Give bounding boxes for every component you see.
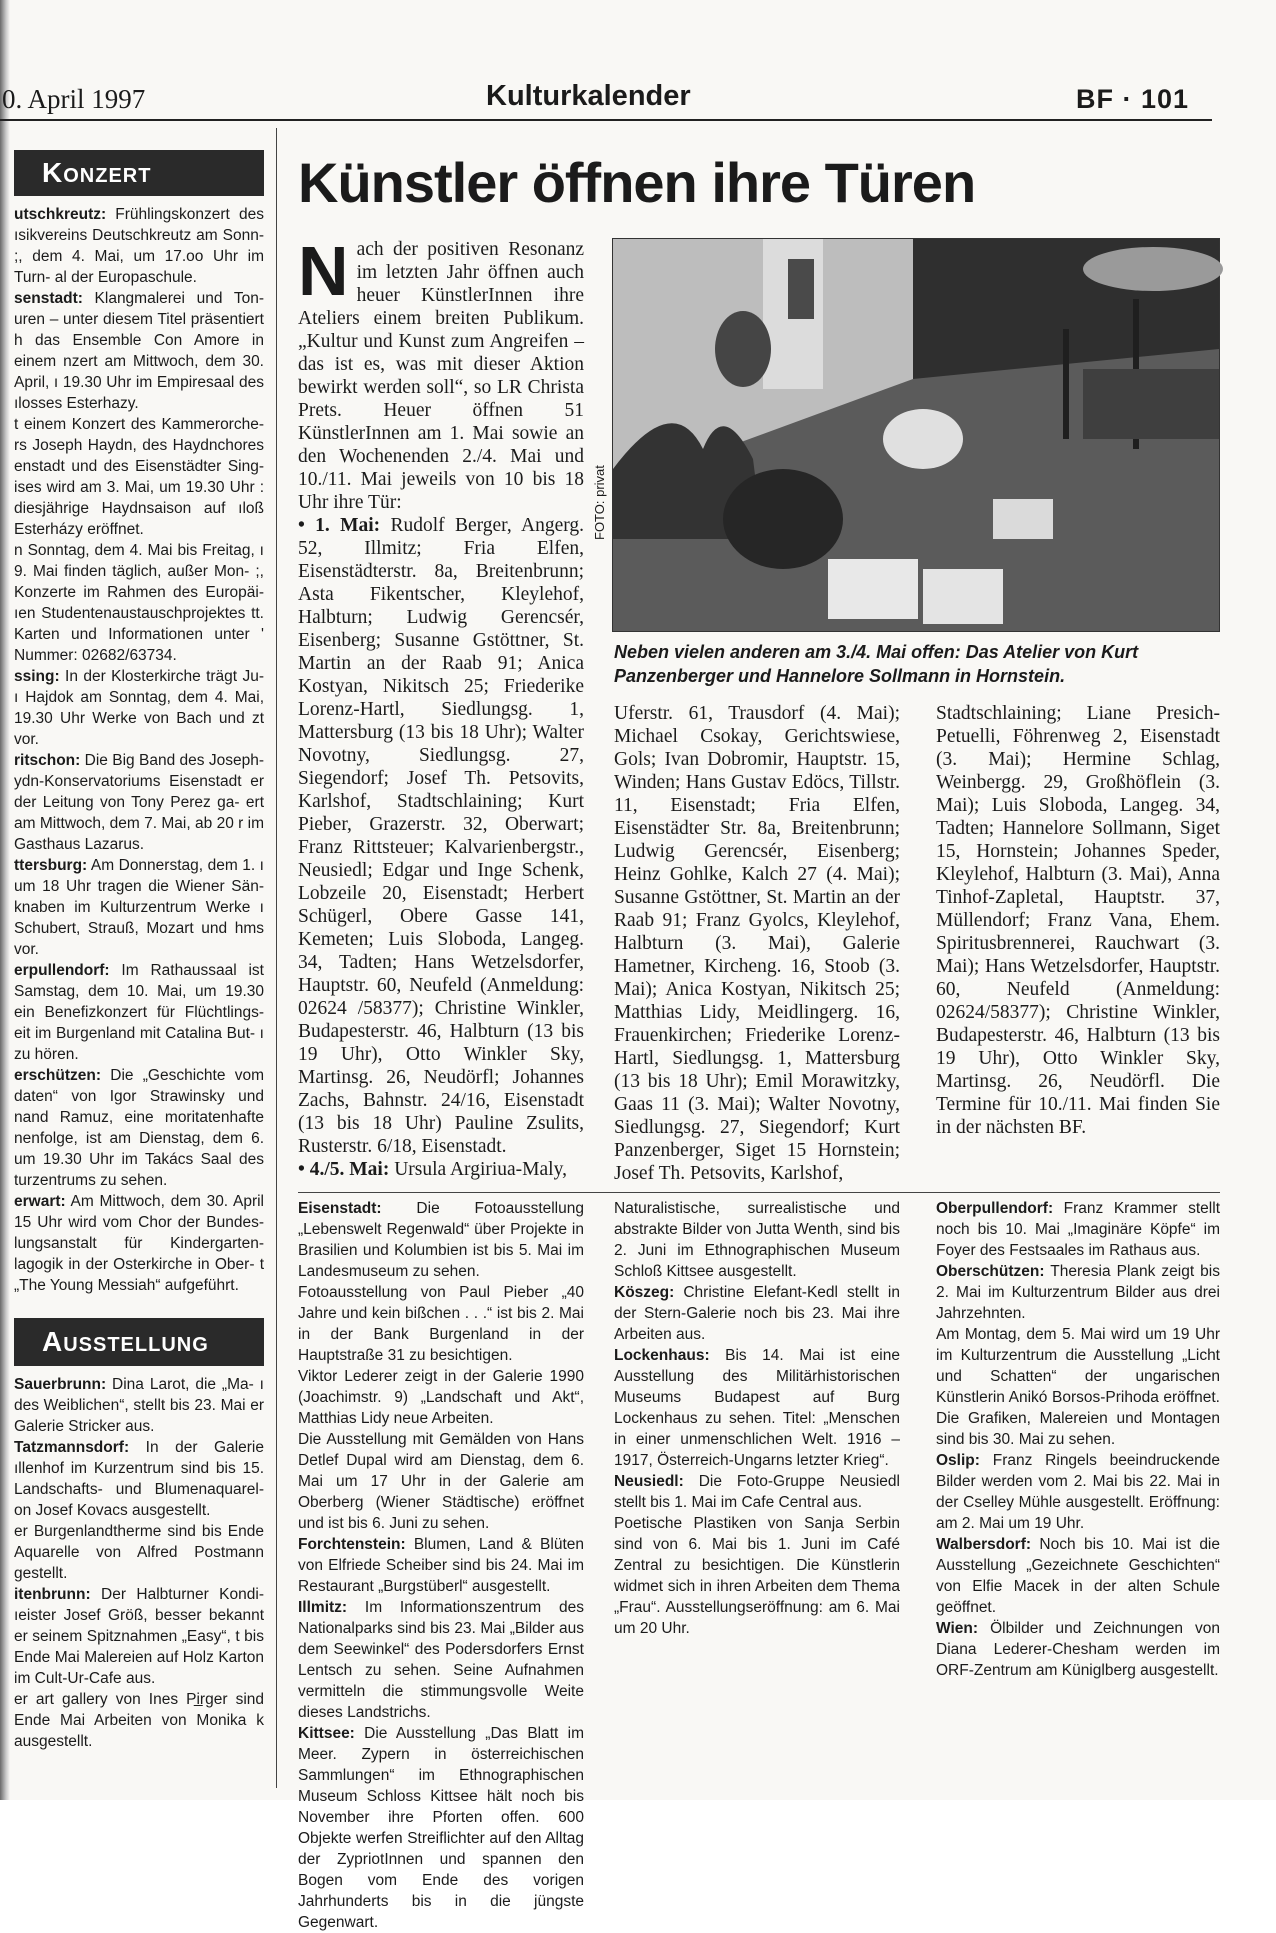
listings-column-2 [614, 1198, 900, 1764]
page-number: BF · 101 [1076, 84, 1190, 114]
listing-entry [14, 540, 264, 666]
listing-text: Bis 14. Mai ist eine Ausstellung des Militärhistorischen Museums Budapest auf Burg Lockenhaus zu sehen. Titel: „Menschen in einer unmenschlichen Welt. 1916 – 1917, Österreich-Ungarns letzter Krieg“. [614, 1347, 900, 1469]
listing-place: Köszeg: [614, 1284, 675, 1301]
listing-text: Fotoausstellung von Paul Pieber „40 Jahre und kein bißchen . . .“ ist bis 2. Mai in der Bank Burgenland in der Hauptstraße 31 zu besichtigen. [298, 1284, 584, 1364]
listing-entry [298, 1723, 584, 1933]
listings-rule [298, 1192, 1220, 1193]
listing-place: Sauerbrunn: [14, 1376, 107, 1393]
listing-place: Eisenstadt: [298, 1200, 382, 1217]
listing-text: Christine Elefant-Kedl stellt in der Stern-Galerie noch bis 23. Mai ihre Arbeiten aus. [614, 1284, 900, 1343]
listing-entry [14, 666, 264, 750]
listing-place: Oberschützen: [936, 1263, 1045, 1280]
column-divider [276, 128, 277, 1788]
ausstellung-heading: Ausstellung [14, 1318, 264, 1366]
listing-text: Blumen, Land & Blüten von Elfriede Scheiber sind bis 24. Mai im Restaurant „Burgstüberl“ ausgestellt. [298, 1536, 584, 1595]
listing-entry [14, 1191, 264, 1296]
listings-column-1 [298, 1198, 584, 1931]
listing-place: ttersburg: [14, 857, 88, 874]
listing-entry [14, 288, 264, 414]
listing-text: t einem Konzert des Kammerorche- rs Joseph Haydn, des Haydnchores enstadt und des Eisenstädter Sing- ises wird am 3. Mai, um 19.30 Uhr : diesjährige Haydnsaison auf ıloß Esterházy eröffnet. [14, 416, 264, 538]
listing-place: Oslip: [936, 1452, 980, 1469]
listing-text: Die Ausstellung „Das Blatt im Meer. Zypern in österreichischen Sammlungen“ im Ethnographischen Museum Schloss Kittsee hält noch bis November ihre Pforten offen. 600 Objekte werfen Streiflichter auf den Alltag der ZypriotInnen und spannen den Bogen vom Ende des vorigen Jahrhunderts bis in die jüngste Gegenwart. [298, 1725, 584, 1931]
may-4-5-list-end: Stadtschlaining; Liane Presich-Petuelli, Föhrenweg 2, Eisenstadt (3. Mai); Hermine Schlag, Weinbergg. 29, Großhöflein (3. Mai); Luis Sloboda, Langeg. 34, Tadten; Hannelore Sollmann, Siget 15, Hornstein; Johannes Speder, Kleylehof, Halbturn (3. Mai), Anna Tinhof-Zapletal, Hauptstr. 37, Müllendorf; Franz Vana, Ehem. Spiritusbrennerei, Rauchwart (3. Mai); Hans Wetzelsdorfer, Hauptstr. 60, Neufeld (Anmeldung: 02624/58377); Christine Winkler, Budapesterstr. 46, Halbturn (13 bis 19 Uhr), Otto Winkler Sky, Martinsg. 26, Neudörfl. Die Termine für 10./11. Mai finden Sie in der nächsten BF. [936, 703, 1220, 1138]
listing-entry [14, 414, 264, 540]
listing-text: Die Foto-Gruppe Neusiedl stellt bis 1. Mai im Cafe Central aus. [614, 1473, 900, 1511]
article-intro: ach der positiven Resonanz im letzten Jahr öffnen auch heuer KünstlerInnen ihre Ateliers einem breiten Publikum. „Kultur und Kunst zum Angreifen – das ist es, was mit dieser Aktion bewirkt werden soll“, so LR Christa Prets. Heuer öffnen 51 KünstlerInnen am 1. Mai sowie an den Wochenenden 2./4. Mai und 10./11. Mai jeweils von 10 bis 18 Uhr ihre Tür: [298, 239, 584, 513]
issue-date: 0. April 1997 [2, 84, 146, 114]
listing-place: erschützen: [14, 1067, 101, 1084]
header-rule [0, 119, 1212, 121]
listing-text: er art gallery von Ines Pi̲rger sind Ende Mai Arbeiten von Monika k ausgestellt. [14, 1691, 264, 1750]
listing-entry [614, 1471, 900, 1513]
listing-place: Kittsee: [298, 1725, 355, 1742]
section-title: Kulturkalender [486, 80, 691, 112]
listing-text: Die „Geschichte vom daten“ von Igor Strawinsky und nand Ramuz, eine moritatenhafte nenfolge, ist am Dienstag, dem 6. um 19.30 Uhr im Takács Saal des turzentrums zu sehen. [14, 1067, 264, 1189]
listing-text: In der Galerie ıllenhof im Kurzentrum sind bis 15. Landschafts- und Blumenaquarel- on Josef Kovacs ausgestellt. [14, 1439, 264, 1519]
listing-place: Tatzmannsdorf: [14, 1439, 130, 1456]
listing-text: Am Mittwoch, dem 30. April 15 Uhr wird vom Chor der Bundes- lungsanstalt für Kindergarten- lagogik in der Osterkirche in Ober- t „The Young Messiah“ aufgeführt. [14, 1193, 264, 1294]
listing-place: ritschon: [14, 752, 81, 769]
listing-text: Die Fotoausstellung „Lebenswelt Regenwald“ über Projekte in Brasilien und Kolumbien ist bis 5. Mai im Landesmuseum zu sehen. [298, 1200, 584, 1280]
listing-text: Der Halbturner Kondi- ıeister Josef Größ, besser bekannt er seinem Spitznahmen „Easy“, t bis Ende Mai Malereien auf Holz Karton im Cult-Ur-Cafe aus. [14, 1586, 264, 1687]
listing-place: Walbersdorf: [936, 1536, 1032, 1553]
may-4-5-list-middle: Uferstr. 61, Trausdorf (4. Mai); Michael Csokay, Gerichtswiese, Gols; Ivan Dobromir, Hauptstr. 15, Winden; Hans Gustav Edöcs, Tillstr. 11, Eisenstadt; Fria Elfen, Eisenstädter Str. 8a, Breitenbrunn; Ludwig Gerencsér, Eisenberg; Heinz Gohlke, Kalch 27 (4. Mai); Susanne Gstöttner, St. Martin an der Raab 91; Franz Gyolcs, Kleylehof, Halbturn (3. Mai), Galerie Hametner, Kircheng. 16, Stoob (3. Mai); Anica Kostyan, Nikitsch 25; Matthias Lidy, Meidlingerg. 16, Frauenkirchen; Friederike Lorenz-Hartl, Siedlungsg. 1, Mattersburg (13 bis 18 Uhr); Emil Morawitzky, Gaas 11 (3. Mai); Walter Novotny, Siedlungsg. 27, Siegendorf; Kurt Panzenberger, Siget 15 Hornstein; Josef Th. Petsovits, Karlshof, [614, 703, 900, 1184]
article-column-3 [936, 702, 1220, 1186]
may-4-5-label: • 4./5. Mai: [298, 1159, 390, 1180]
listing-text: Franz Ringels beeindruckende Bilder werden vom 2. Mai bis 22. Mai in der Cselley Mühle ausgestellt. Eröffnung: am 2. Mai um 19 Uhr. [936, 1452, 1220, 1532]
listing-place: itenbrunn: [14, 1586, 91, 1603]
listing-entry [614, 1282, 900, 1345]
listing-text: Naturalistische, surrealistische und abstrakte Bilder von Jutta Wenth, sind bis 2. Juni im Ethnographischen Museum Schloß Kittsee ausgestellt. [614, 1200, 900, 1280]
photo-caption: Neben vielen anderen am 3./4. Mai offen: Das Atelier von Kurt Panzenberger und Hannelore Sollmann in Hornstein. [614, 642, 1139, 686]
konzert-heading: Konzert [14, 150, 264, 196]
listing-text: Viktor Lederer zeigt in der Galerie 1990 (Joachimstr. 9) „Landschaft und Akt“, Matthias Lidy neue Arbeiten. [298, 1368, 584, 1427]
listing-entry [614, 1513, 900, 1639]
listings-column-3 [936, 1198, 1220, 1764]
listing-place: Illmitz: [298, 1599, 348, 1616]
listing-entry [298, 1597, 584, 1723]
listing-entry [14, 855, 264, 960]
article-headline: Künstler öffnen ihre Türen [298, 151, 976, 214]
listing-entry [298, 1534, 584, 1597]
listing-place: ssing: [14, 668, 60, 685]
listing-entry [936, 1324, 1220, 1450]
listing-place: Neusiedl: [614, 1473, 684, 1490]
may-1-label: • 1. Mai: [298, 515, 381, 536]
drop-cap: N [298, 232, 349, 310]
listing-entry [614, 1345, 900, 1471]
listing-place: Wien: [936, 1620, 979, 1637]
page-fold-shadow [0, 0, 10, 1800]
listing-entry [14, 1584, 264, 1689]
photo-credit: FOTO: privat [592, 465, 607, 540]
listing-entry [936, 1261, 1220, 1324]
listing-text: Dina Larot, die „Ma- ı des Weiblichen“, stellt bis 23. Mai er Galerie Stricker aus. [14, 1376, 264, 1435]
listing-text: Im Rathaussaal ist Samstag, dem 10. Mai, um 19.30 ein Benefizkonzert für Flüchtlings- eit im Burgenland mit Catalina But- ı zu hören. [14, 962, 264, 1063]
listing-entry [298, 1366, 584, 1429]
listing-entry [14, 960, 264, 1065]
listing-place: erpullendorf: [14, 962, 110, 979]
listing-entry [14, 204, 264, 288]
listing-entry [298, 1282, 584, 1366]
listing-entry [14, 750, 264, 855]
listing-entry [298, 1198, 584, 1282]
listing-text: Die Ausstellung mit Gemälden von Hans Detlef Dupal wird am Dienstag, dem 6. Mai um 17 Uhr in der Galerie am Oberberg (Wiener Städtische) eröffnet und ist bis 6. Juni zu sehen. [298, 1431, 584, 1532]
atelier-photo [612, 238, 1220, 632]
listing-entry [14, 1437, 264, 1521]
listing-text: Noch bis 10. Mai ist die Ausstellung „Gezeichnete Geschichten“ von Elfie Macek in der alten Schule geöffnet. [936, 1536, 1220, 1616]
ausstellung-listings [14, 1374, 264, 1764]
listing-text: Im Informationszentrum des Nationalparks sind bis 23. Mai „Bilder aus dem Seewinkel“ des Podersdorfers Ernst Lentsch zu sehen. Seine Aufnahmen vermitteln die stimmungsvolle Weite dieses Landstrichs. [298, 1599, 584, 1721]
listing-text: n Sonntag, dem 4. Mai bis Freitag, ı 9. Mai finden täglich, außer Mon- ;, Konzerte im Rahmen des Europäi- ıen Studentenaustauschprojektes tt. Karten und Informationen unter ' Nummer: 02682/63734. [14, 542, 264, 664]
listing-text: In der Klosterkirche trägt Ju- ı Hajdok am Sonntag, dem 4. Mai, 19.30 Uhr Werke von Bach und zt vor. [14, 668, 264, 748]
listing-text: Franz Krammer stellt noch bis 10. Mai „Imaginäre Köpfe“ im Foyer des Festsaales im Rathaus aus. [936, 1200, 1220, 1259]
listing-text: Die Big Band des Joseph- ydn-Konservatoriums Eisenstadt er der Leitung von Tony Perez ga- ert am Mittwoch, dem 7. Mai, ab 20 r im Gasthaus Lazarus. [14, 752, 264, 853]
article-column-1 [298, 232, 584, 1186]
listing-text: Ölbilder und Zeichnungen von Diana Lederer-Chesham werden im ORF-Zentrum am Küniglberg ausgestellt. [936, 1620, 1220, 1679]
may-4-5-list-start: Ursula Argiriua-Maly, [389, 1159, 567, 1180]
listing-place: Lockenhaus: [614, 1347, 710, 1364]
listing-place: senstadt: [14, 290, 83, 307]
konzert-listings [14, 204, 264, 1296]
atelier-photo-image [613, 239, 1219, 631]
listing-place: utschkreutz: [14, 206, 107, 223]
listing-text: Am Montag, dem 5. Mai wird um 19 Uhr im Kulturzentrum die Ausstellung „Licht und Schatten“ der ungarischen Künstlerin Anikó Borsos-Prihoda eröffnet. Die Grafiken, Malereien und Montagen sind bis 30. Mai zu sehen. [936, 1326, 1220, 1448]
listing-place: Forchtenstein: [298, 1536, 406, 1553]
listing-entry [936, 1618, 1220, 1681]
article-column-2 [614, 702, 900, 1186]
listing-text: er Burgenlandtherme sind bis Ende Aquarelle von Alfred Postmann gestellt. [14, 1523, 264, 1582]
listing-entry [298, 1429, 584, 1534]
listing-entry [14, 1689, 264, 1752]
listing-entry [936, 1534, 1220, 1618]
listing-entry [14, 1065, 264, 1191]
listing-text: Klangmalerei und Ton- uren – unter diesem Titel präsentiert h das Ensemble Con Amore in einem nzert am Mittwoch, dem 30. April, ı 19.30 Uhr im Empiresaal des ılosses Esterhazy. [14, 290, 264, 412]
listing-entry [14, 1374, 264, 1437]
listing-text: Am Donnerstag, dem 1. ı um 18 Uhr tragen die Wiener Sän- knaben im Kulturzentrum Werke ı Schubert, Strauß, Mozart und hms vor. [14, 857, 264, 958]
listing-entry [936, 1450, 1220, 1534]
listing-text: Theresia Plank zeigt bis 2. Mai im Kulturzentrum Bilder aus drei Jahrzehnten. [936, 1263, 1220, 1322]
listing-place: erwart: [14, 1193, 66, 1210]
listing-entry [936, 1198, 1220, 1261]
listing-entry [614, 1198, 900, 1282]
listing-place: Oberpullendorf: [936, 1200, 1054, 1217]
listing-entry [14, 1521, 264, 1584]
listing-text: Frühlingskonzert des ısikvereins Deutschkreutz am Sonn- ;, dem 4. Mai, um 17.oo Uhr im Turn- al der Europaschule. [14, 206, 264, 286]
may-1-list: Rudolf Berger, Angerg. 52, Illmitz; Fria Elfen, Eisenstädterstr. 8a, Breitenbrunn; Asta Fikentscher, Kleylehof, Halbturn; Ludwig Gerencsér, Eisenberg; Susanne Gstöttner, St. Martin an der Raab 91; Anica Kostyan, Nikitsch 25; Friederike Lorenz-Hartl, Siedlungsg. 1, Mattersburg (13 bis 18 Uhr); Walter Novotny, Siedlungsg. 27, Siegendorf; Josef Th. Petsovits, Karlshof, Stadtschlaining; Kurt Pieber, Grazerstr. 32, Oberwart; Franz Rittsteuer; Kalvarienbergstr., Neusiedl; Edgar und Inge Schenk, Lobzeile 20, Eisenstadt; Herbert Schügerl, Obere Gasse 141, Kemeten; Luis Sloboda, Langeg. 34, Tadten; Hans Wetzelsdorfer, Hauptstr. 60, Neufeld (Anmeldung: 02624 /58377); Christine Winkler, Budapesterstr. 46, Halbturn (13 bis 19 Uhr), Otto Winkler Sky, Martinsg. 26, Neudörfl; Johannes Zachs, Bahnstr. 24/16, Eisenstadt (13 bis 18 Uhr) Pauline Zsulits, Rusterstr. 6/18, Eisenstadt. [298, 515, 584, 1157]
listing-text: Poetische Plastiken von Sanja Serbin sind von 6. Mai bis 1. Juni im Café Zentral zu besichtigen. Die Künstlerin widmet sich in ihren Arbeiten dem Thema „Frau“. Ausstellungseröffnung: am 6. Mai um 20 Uhr. [614, 1515, 900, 1637]
